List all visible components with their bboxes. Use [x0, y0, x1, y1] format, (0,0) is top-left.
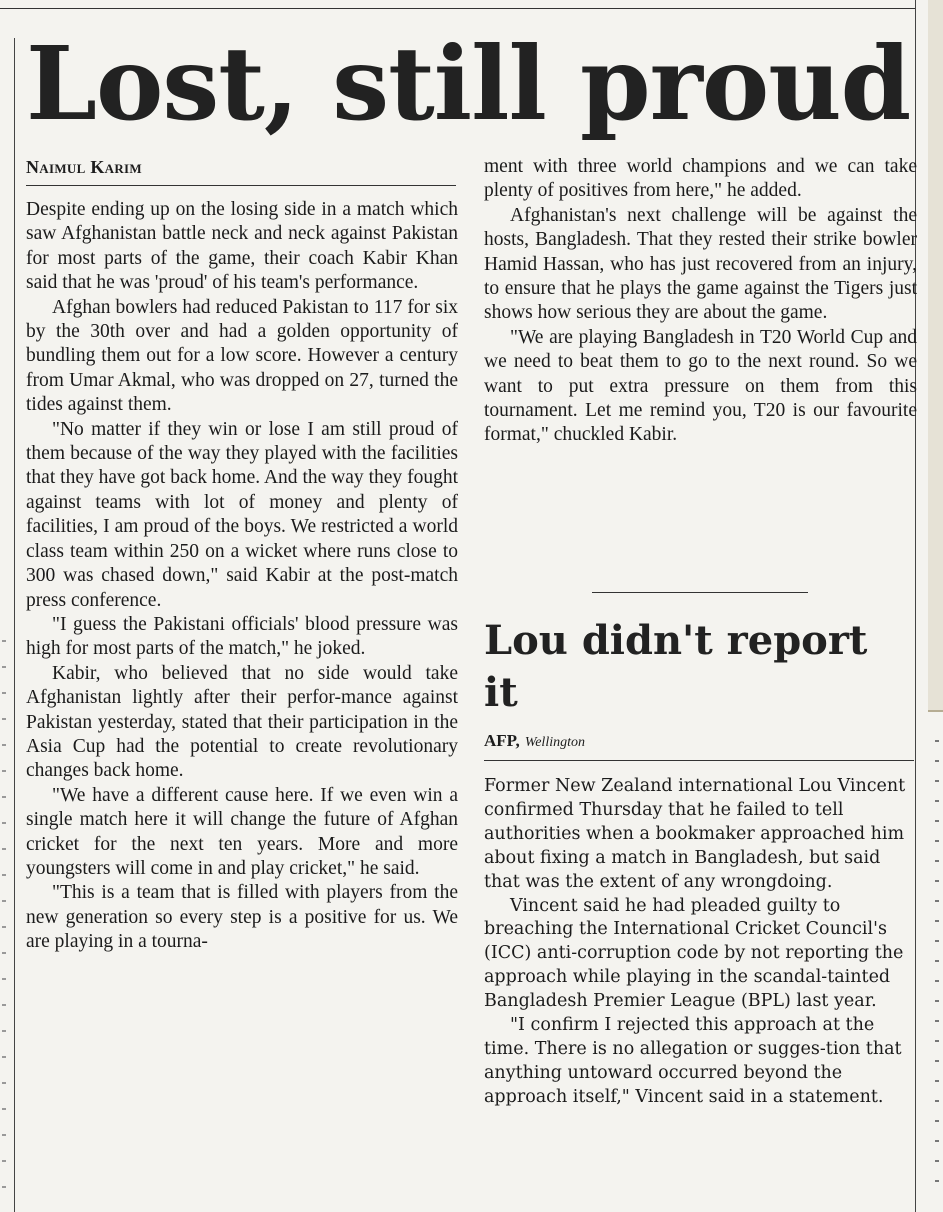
paragraph: Despite ending up on the losing side in a match which saw Afghanistan battle neck and neck against Pakistan for most parts of the game, their coach Kabir Khan said that he was 'proud' of his team's performance.	[26, 199, 458, 294]
dateline-place: Wellington	[524, 735, 585, 750]
paragraph: Former New Zealand international Lou Vincent confirmed Thursday that he failed to tell authorities when a bookmaker approached him about fixing a match in Bangladesh, but said that was the extent of any wrongdoing.	[484, 776, 906, 892]
sidebar-byline	[484, 728, 909, 754]
main-headline: Lost, still proud	[26, 24, 911, 143]
adjacent-page-text-edge	[935, 740, 939, 1200]
article-separator-rule	[592, 592, 808, 593]
article-column-2	[484, 155, 917, 580]
article-column-1	[26, 198, 458, 1210]
top-border-rule	[0, 8, 915, 9]
paragraph: "We are playing Bangladesh in T20 World Cup and we need to beat them to go to the next round. So we want to put extra pressure on them from this tournament. Let me remind you, T20 is our favourite format," chuckled Kabir.	[484, 326, 917, 446]
paragraph: "No matter if they win or lose I am still proud of them because of the way they played with the facilities that they have got back home. And the way they fought against teams with lot of money and plenty of facilities, I am proud of the boys. We restricted a world class team within 250 on a wicket where runs close to 300 was chased down," said Kabir at the post-match press conference.	[26, 418, 458, 611]
adjacent-page-text-edge-left	[2, 640, 6, 1200]
paragraph: Vincent said he had pleaded guilty to breaching the International Cricket Council's (ICC) anti-corruption code by not reporting the approach while playing in the scandal-tainted Bangladesh Premier League (BPL) last year.	[484, 895, 904, 1012]
paragraph: "We have a different cause here. If we even win a single match here it will change the future of Afghan cricket for the next ten years. More and more youngsters will come in and play cricket," he said.	[26, 784, 458, 879]
paragraph: "I confirm I rejected this approach at the time. There is no allegation or sugges-tion that anything untoward occurred beyond the approach itself," Vincent said in a statement.	[484, 1015, 902, 1107]
sidebar-headline: Lou didn't report it	[484, 617, 868, 716]
paragraph: Kabir, who believed that no side would take Afghanistan lightly after their perfor-mance against Pakistan yesterday, stated that their participation in the Asia Cup had the potential to create revolutionary changes back home.	[26, 662, 458, 782]
agency-name: AFP,	[484, 731, 520, 750]
byline: Naimul Karim	[26, 157, 142, 177]
paragraph: ment with three world champions and we can take plenty of positives from here," he added.	[484, 156, 917, 202]
paragraph: "I guess the Pakistani officials' blood pressure was high for most parts of the match," he joked.	[26, 613, 458, 660]
paragraph: Afghan bowlers had reduced Pakistan to 117 for six by the 30th over and had a golden opportunity of bundling them out for a low score. However a century from Umar Akmal, who was dropped on 27, turned the tides against them.	[26, 296, 458, 416]
sidebar-article-body	[484, 775, 912, 1212]
paragraph: Afghanistan's next challenge will be against the hosts, Bangladesh. That they rested their strike bowler Hamid Hassan, who has just recovered from an injury, to ensure that he plays the game against the Tigers just shows how serious they are about the game.	[484, 204, 917, 324]
left-column-rule	[14, 38, 15, 1212]
paragraph: "This is a team that is filled with players from the new generation so every step is a positive for us. We are playing in a tourna-	[26, 882, 458, 953]
adjacent-page-edge	[928, 0, 943, 712]
byline-rule	[26, 185, 456, 186]
sidebar-byline-rule	[484, 760, 914, 761]
